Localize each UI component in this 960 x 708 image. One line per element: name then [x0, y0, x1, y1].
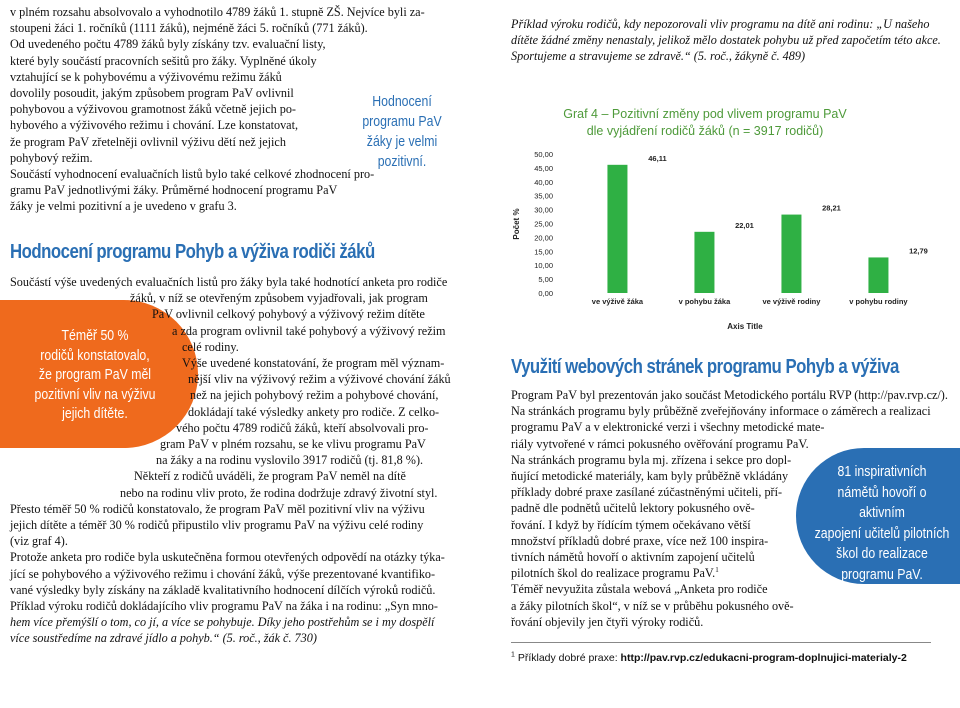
text-line: Od uvedeného počtu 4789 žáků byly získány tzv. evaluační listy, — [10, 37, 326, 52]
x-axis-label: Axis Title — [727, 322, 763, 331]
orange-quote-line: Téměř 50 % — [61, 327, 129, 344]
y-tick-label: 45,00 — [534, 163, 553, 173]
bar — [607, 165, 627, 293]
text-line: Na stránkách programu byla mj. zřízena i sekce pro dopl- — [511, 452, 792, 467]
text-line: Součástí vyhodnocení evaluačních listů bylo také celkové zhodnocení pro- — [10, 167, 375, 182]
text-line: řování. I když by řídícím týmem očekávano větší — [511, 517, 751, 532]
text-line: vztahující se k pohybovému a výživovému režimu žáků — [10, 69, 282, 84]
text-line: programu PaV a v elektronické verzi i všechny metodické mate- — [511, 420, 825, 435]
text-line: Součástí výše uvedených evaluačních listů pro žáky byla také hodnotící anketa pro rodiče — [10, 275, 448, 289]
orange-quote-line: že program PaV měl — [38, 366, 152, 383]
y-tick-label: 50,00 — [534, 150, 553, 159]
x-tick-label: ve výživě žáka — [591, 297, 644, 306]
text-line: a žáky pilotních škol“, v níž se v průběhu pokusného ově- — [511, 598, 794, 613]
parent-quote — [511, 16, 951, 65]
data-label: 12,79 — [909, 246, 928, 256]
text-line: gramu PaV jednotlivými žáky. Průměrné hodnocení programu PaV — [10, 183, 338, 198]
text-line: nebo na rodinu vliv proto, že rodina dodržuje zdravý životní styl. — [120, 485, 438, 500]
y-tick-label: 30,00 — [534, 205, 553, 215]
chart-subtitle-line: dle vyjádření rodičů žáků (n = 3917 rodičů) — [586, 124, 824, 138]
section-heading-web: Využití webových stránek programu Pohyb a výživa — [511, 356, 899, 378]
chart-title — [555, 106, 855, 140]
text-line: příklady dobré praxe zasílané zúčastněnými učiteli, pří- — [511, 485, 783, 500]
parents-paragraph — [10, 274, 474, 647]
data-label: 28,21 — [822, 203, 841, 213]
blue-quote-line: programu PaV. — [841, 565, 923, 583]
text-line: vané výsledky byly získány na základě kvalitativního hodnocení dílčích výroků rodičů. — [10, 582, 436, 597]
blue-quote-line: zapojení učitelů pilotních — [814, 524, 950, 542]
text-line: Přesto téměř 50 % rodičů konstatovalo, že program PaV měl pozitivní vliv na výživu — [10, 501, 425, 516]
text-line: stoupeni žáci 1. ročníků (1111 žáků), nejméně žáci 5. ročníků (771 žáků). — [10, 21, 368, 36]
orange-quote-line: jejich dítěte. — [62, 405, 128, 422]
text-line: Sportujeme a stravujeme se zdravě.“ (5. roč., žákyně č. 489) — [511, 49, 806, 64]
text-line — [511, 565, 951, 581]
bar — [868, 257, 888, 293]
text-line: řování objevily jen čtyři výroky rodičů. — [511, 614, 704, 629]
footnote-divider — [511, 642, 931, 643]
text-line: vého počtu 4789 rodičů žáků, kteří absolvovali pro- — [176, 420, 429, 435]
footnote-link[interactable]: http://pav.rvp.cz/edukacni-program-doplnujici-materialy-2 — [620, 652, 907, 664]
y-tick-label: 10,00 — [534, 261, 553, 271]
data-label: 46,11 — [648, 153, 667, 163]
text-line: (viz graf 4). — [10, 534, 68, 549]
text-line: padně dle podnětů učitelů lektory pokusného ově- — [511, 501, 755, 516]
blue-quote-line: námětů hovoří o aktivním — [837, 483, 927, 521]
text-line: riály vytvořené v rámci pokusného ověřování programu PaV. — [511, 436, 809, 451]
blue-quote-line: 81 inspirativních — [837, 463, 927, 480]
footnote-marker: 1 — [715, 566, 719, 575]
pull-quote-students — [353, 92, 451, 172]
text-line: pohybovou a výživovou gramotnost žáků včetně jejich po- — [10, 102, 296, 117]
text-line: dítěte žádné změny nenastaly, jelikož mělo dostatek pohybu už před započetím této akce. — [511, 33, 941, 48]
text-line: pohybový režim. — [10, 150, 93, 165]
y-tick-label: 0,00 — [538, 289, 553, 298]
text-line: Výše uvedené konstatování, že program měl význam- — [182, 356, 445, 371]
text-line: jejich dítěte a téměř 30 % rodičů připustilo vliv programu PaV na výživu celé rodiny — [10, 518, 424, 533]
pull-quote-line: žáky je velmi — [366, 133, 438, 150]
y-tick-label: 40,00 — [534, 177, 553, 187]
blue-quote-line: škol do realizace — [836, 545, 928, 562]
text-line: dokládají také výsledky ankety pro rodiče. Z celko- — [188, 404, 440, 419]
text-line: žáky je velmi pozitivní a je uvedeno v grafu 3. — [10, 199, 237, 214]
text-line: Někteří z rodičů uváděli, že program PaV neměl na dítě — [134, 469, 406, 484]
data-label: 22,01 — [735, 220, 754, 230]
text-line: množství příkladů dobré praxe, více než 100 inspira- — [511, 533, 769, 548]
bar — [694, 232, 714, 293]
web-paragraph — [511, 387, 951, 630]
text-line: v plném rozsahu absolvovalo a vyhodnotilo 4789 žáků 1. stupně ZŠ. Nejvíce byli za- — [10, 5, 425, 19]
bar — [781, 215, 801, 293]
x-tick-label: v pohybu rodiny — [849, 297, 908, 306]
y-tick-label: 20,00 — [534, 233, 553, 243]
y-tick-label: 35,00 — [534, 191, 553, 201]
text-line: že program PaV zřetelněji ovlivnil výživu dětí než jejich — [10, 134, 286, 149]
text-line: hybového a výživového režimu i chování. Lze konstatovat, — [10, 118, 299, 133]
bar-chart — [505, 140, 945, 340]
text-line: tivních námětů hovoří o aktivním zapojení učitelů — [511, 550, 755, 565]
text-line: na žáky a na rodinu vyslovilo 3917 rodičů (tj. 81,8 %). — [156, 453, 424, 468]
text-line: dovolily posoudit, jakým způsobem program PaV ovlivnil — [10, 86, 294, 101]
y-tick-label: 15,00 — [534, 247, 553, 257]
orange-quote-line: pozitivní vliv na výživu — [34, 385, 156, 403]
y-tick-label: 25,00 — [534, 219, 553, 229]
text-line: Téměř nevyužita zůstala webová „Anketa pro rodiče — [511, 582, 768, 597]
text-segment: pilotních škol do realizace programu PaV. — [511, 566, 716, 581]
text-line: Protože anketa pro rodiče byla uskutečněna formou otevřených odpovědí na otázky týka- — [10, 550, 445, 565]
text-line: které byly součástí pracovních sešitů pro žáky. Vyplněné úkoly — [10, 53, 317, 68]
text-line: více soustředíme na zdravé jídlo a pohyb.“ (5. roč., žák č. 730) — [10, 631, 317, 646]
y-axis-label: Počet % — [512, 208, 521, 240]
text-line: Na stránkách programu byly průběžně zveřejňovány informace o záměrech a realizaci — [511, 404, 931, 419]
chart-title-line: Graf 4 – Pozitivní změny pod vlivem programu PaV — [563, 107, 847, 121]
footnote-text: Příklady dobré praxe: — [517, 652, 621, 664]
text-line: než na jejich pohybový režim a pohybové chování, — [190, 388, 439, 403]
text-line: gram PaV v plném rozsahu, se ke vlivu programu PaV — [160, 437, 426, 452]
footnote-number: 1 — [511, 651, 515, 659]
text-line: PaV ovlivnil celkový pohybový a výživový režim dítěte — [152, 307, 425, 322]
x-tick-label: v pohybu žáka — [678, 297, 731, 306]
text-line: Program PaV byl prezentován jako součást Metodického portálu RVP (http://pav.rvp.cz/). — [511, 388, 948, 402]
text-line: jící se pohybového a výživového režimu i chování žáků, výše prezentované kvantifiko- — [10, 566, 436, 581]
text-line: a zda program ovlivnil také pohybový a výživový režim — [172, 323, 446, 338]
section-heading-parents: Hodnocení programu Pohyb a výživa rodiči žáků — [10, 241, 375, 263]
text-line: Příklad výroku rodičů, kdy nepozorovali vliv programu na dítě ani rodinu: „U našeho — [511, 17, 930, 31]
text-line: celé rodiny. — [182, 339, 239, 354]
footnote — [511, 652, 907, 664]
pull-quote-line: Hodnocení — [372, 93, 432, 110]
text-line: žáků, v níž se otevřeným způsobem vyjadřovali, jak program — [130, 291, 428, 306]
text-line: Příklad výroku rodičů dokládajícího vliv programu PaV na žáka i na rodinu: „Syn mno- — [10, 599, 438, 614]
orange-quote-line: rodičů konstatovalo, — [40, 346, 150, 364]
y-tick-label: 5,00 — [538, 275, 553, 285]
text-line: ňující metodické materiály, kam byly průběžně vkládány — [511, 469, 789, 484]
text-line: hem více přemýšlí o tom, co jí, a více se pohybuje. Díky jeho postřehům se i my dospělí — [10, 615, 435, 630]
text-line: nější vliv na výživový režim a výživové chování žáků — [188, 372, 451, 387]
pull-quote-line: pozitivní. — [377, 153, 427, 170]
pull-quote-line: programu PaV — [362, 113, 442, 130]
x-tick-label: ve výživě rodiny — [762, 297, 821, 306]
